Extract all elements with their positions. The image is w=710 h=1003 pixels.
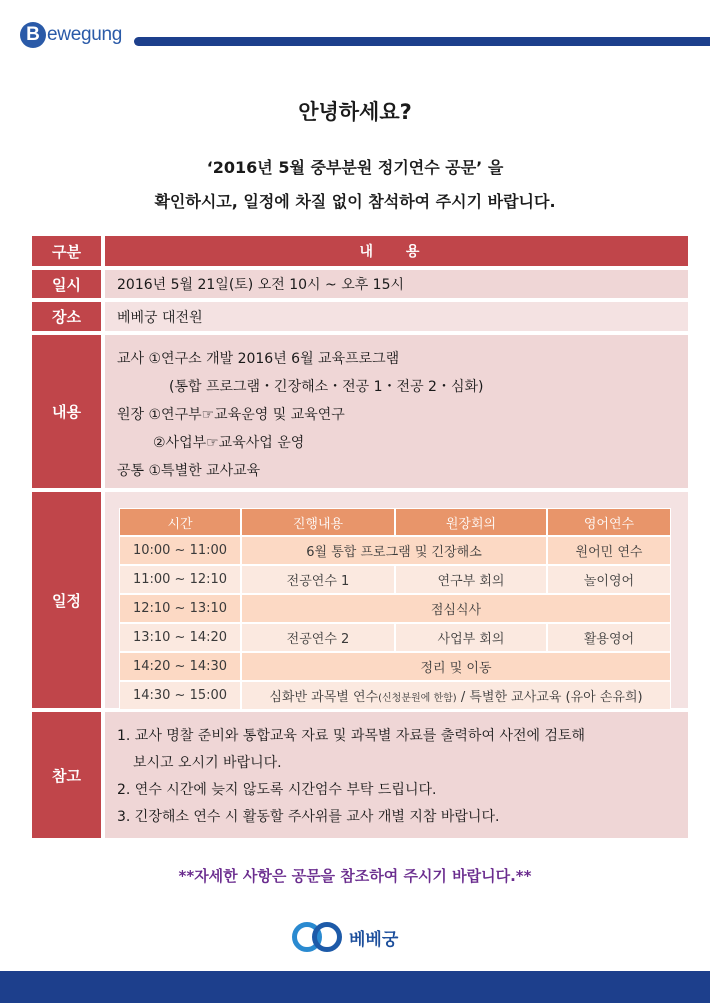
schedule-header-english: 영어연수 [547, 508, 671, 536]
schedule-header-director: 원장회의 [395, 508, 547, 536]
schedule-row-1 [119, 536, 671, 565]
date-value: 2016년 5월 21일(토) 오전 10시 ~ 오후 15시 [105, 270, 688, 298]
schedule-row [32, 492, 688, 708]
info-table [32, 236, 688, 842]
schedule-row-5 [119, 652, 671, 681]
footer-bar [0, 971, 710, 1003]
header-label: 구분 [32, 236, 101, 266]
reference-row [32, 712, 688, 838]
bewegung-logo [20, 22, 122, 48]
intro-line-2: 확인하시고, 일정에 차질 없이 참석하여 주시기 바랍니다. [154, 192, 556, 211]
footnote: **자세한 사항은 공문을 참조하여 주시기 바랍니다.** [178, 867, 532, 885]
reference-line: 2. 연수 시간에 늦지 않도록 시간엄수 부탁 드립니다. [117, 782, 437, 798]
content-label: 내용 [32, 335, 101, 488]
schedule-time: 11:00 ~ 12:10 [119, 565, 241, 594]
schedule-row-6 [119, 681, 671, 710]
schedule-program-main: 심화반 과목별 연수 [269, 690, 379, 705]
schedule-program: 전공연수 2 [241, 623, 395, 652]
schedule-program: 전공연수 1 [241, 565, 395, 594]
schedule-row-2 [119, 565, 671, 594]
place-label: 장소 [32, 302, 101, 331]
schedule-program: 6월 통합 프로그램 및 긴장해소 [241, 536, 547, 565]
footer-logo-icon [292, 922, 344, 952]
schedule-row-3 [119, 594, 671, 623]
schedule-program: 점심식사 [241, 594, 671, 623]
content-row [32, 335, 688, 488]
logo-initial: B [20, 22, 46, 48]
schedule-english: 활용영어 [547, 623, 671, 652]
schedule-time: 13:10 ~ 14:20 [119, 623, 241, 652]
place-value: 베베궁 대전원 [105, 302, 688, 331]
schedule-program: 정리 및 이동 [241, 652, 671, 681]
schedule-header-program: 진행내용 [241, 508, 395, 536]
schedule-time: 12:10 ~ 13:10 [119, 594, 241, 623]
schedule-label: 일정 [32, 492, 101, 708]
schedule-time: 14:30 ~ 15:00 [119, 681, 241, 710]
schedule-program [241, 681, 671, 710]
content-line: 교사 ①연구소 개발 2016년 6월 교육프로그램 [117, 351, 400, 367]
date-label: 일시 [32, 270, 101, 298]
reference-value [105, 712, 688, 838]
reference-line: 3. 긴장해소 연수 시 활동할 주사위를 교사 개별 지참 바랍니다. [117, 809, 500, 825]
content-line: ②사업부☞교육사업 운영 [153, 435, 305, 451]
schedule-english: 놀이영어 [547, 565, 671, 594]
header-content: 내 용 [105, 236, 688, 266]
schedule-program-note: (신청분원에 한함) [378, 693, 457, 704]
schedule-value [105, 492, 688, 708]
schedule-director: 연구부 회의 [395, 565, 547, 594]
content-line: 원장 ①연구부☞교육운영 및 교육연구 [117, 407, 345, 423]
content-line: 공통 ①특별한 교사교육 [117, 463, 261, 479]
header-bar [134, 37, 710, 46]
schedule-program-extra: / 특별한 교사교육 (유아 손유희) [456, 690, 643, 705]
footer-logo [292, 922, 398, 952]
schedule-header-row [119, 508, 671, 536]
logo-text: ewegung [47, 24, 123, 45]
schedule-header-time: 시간 [119, 508, 241, 536]
table-header-row [32, 236, 688, 266]
reference-line: 1. 교사 명찰 준비와 통합교육 자료 및 과목별 자료를 출력하여 사전에 검토해 [117, 728, 586, 744]
reference-line: 보시고 오시기 바랍니다. [133, 755, 282, 771]
reference-label: 참고 [32, 712, 101, 838]
place-row [32, 302, 688, 331]
content-line: (통합 프로그램・긴장해소・전공 1・전공 2・심화) [169, 379, 484, 395]
schedule-row-4 [119, 623, 671, 652]
date-row [32, 270, 688, 298]
greeting: 안녕하세요? [298, 100, 412, 124]
content-value [105, 335, 688, 488]
schedule-director: 사업부 회의 [395, 623, 547, 652]
schedule-english: 원어민 연수 [547, 536, 671, 565]
schedule-time: 10:00 ~ 11:00 [119, 536, 241, 565]
footer-logo-text: 베베궁 [349, 929, 399, 950]
schedule-time: 14:20 ~ 14:30 [119, 652, 241, 681]
schedule-table [119, 508, 671, 710]
intro-line-1: ‘2016년 5월 중부분원 정기연수 공문’ 을 [206, 158, 504, 177]
